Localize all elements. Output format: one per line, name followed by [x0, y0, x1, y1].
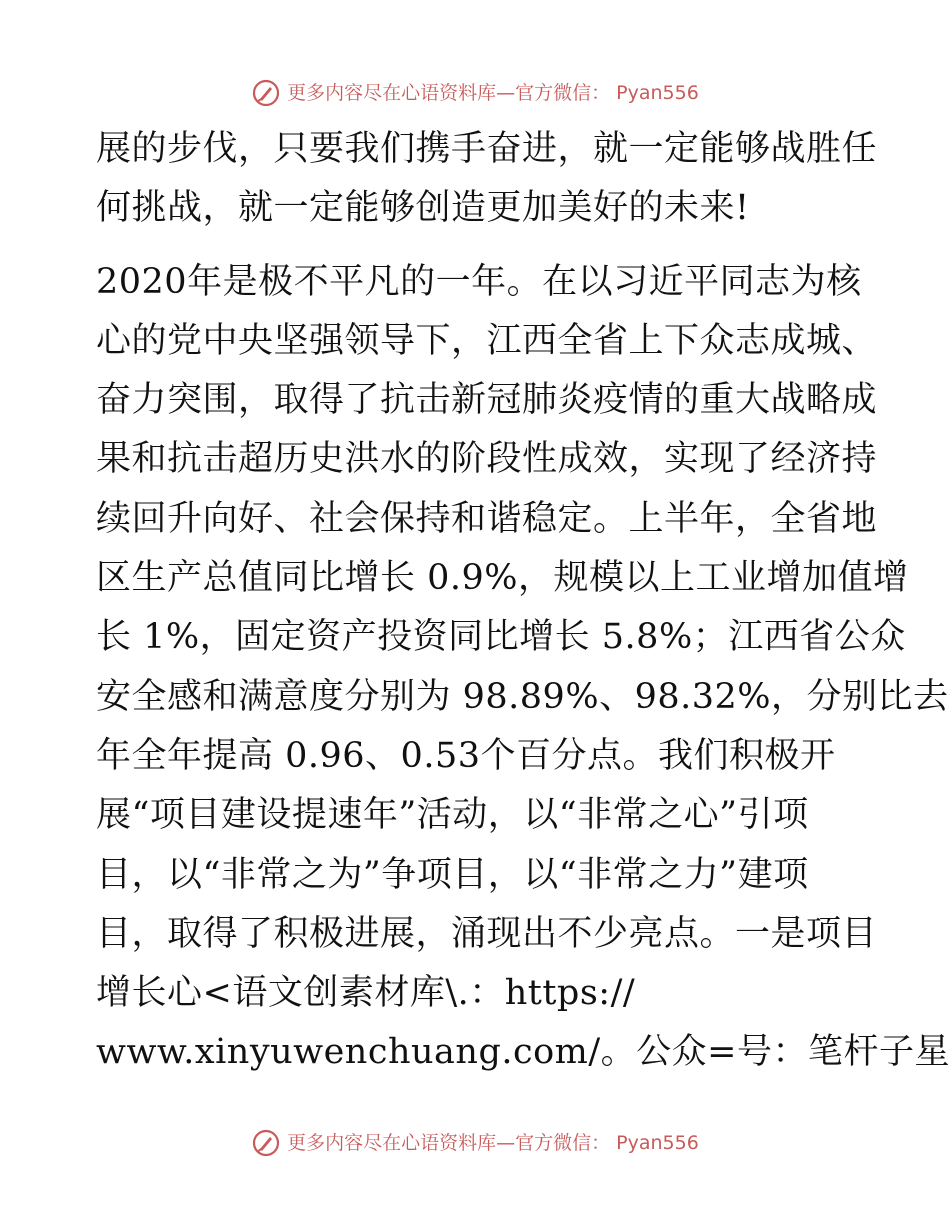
watermark-id: Pyan556	[616, 1132, 699, 1154]
text-line: 安全感和满意度分别为 98.89%、98.32%，分别比去	[96, 676, 949, 717]
text-line: 续回升向好、社会保持和谐稳定。上半年，全省地	[96, 498, 878, 539]
watermark-id: Pyan556	[616, 82, 699, 104]
header-watermark	[0, 78, 950, 108]
paragraph-1	[96, 120, 878, 239]
document-body	[96, 120, 950, 1083]
text-line: 增长心<语文创素材库\.：https://	[96, 973, 636, 1014]
text-line: 目，取得了积极进展，涌现出不少亮点。一是项目	[96, 913, 878, 954]
text-line: 心的党中央坚强领导下，江西全省上下众志成城、	[96, 320, 878, 361]
text-line: 2020年是极不平凡的一年。在以习近平同志为核	[96, 261, 862, 302]
watermark-text: 更多内容尽在心语资料库—官方微信：	[287, 82, 611, 104]
watermark-text: 更多内容尽在心语资料库—官方微信：	[287, 1132, 611, 1154]
text-line: 果和抗击超历史洪水的阶段性成效，实现了经济持	[96, 439, 878, 480]
text-line: 区生产总值同比增长 0.9%，规模以上工业增加值增	[96, 558, 909, 599]
text-line: 长 1%，固定资产投资同比增长 5.8%；江西省公众	[96, 617, 906, 658]
quill-pen-logo-icon	[251, 1128, 281, 1158]
text-line: 何挑战，就一定能够创造更加美好的未来!	[96, 188, 750, 229]
text-line: 展的步伐，只要我们携手奋进，就一定能够战胜任	[96, 129, 878, 169]
paragraph-2	[96, 253, 950, 1083]
text-line: 奋力突围，取得了抗击新冠肺炎疫情的重大战略成	[96, 380, 878, 421]
quill-pen-logo-icon	[251, 78, 281, 108]
text-line: 年全年提高 0.96、0.53个百分点。我们积极开	[96, 735, 836, 776]
text-line: 目，以“非常之为”争项目，以“非常之力”建项	[96, 854, 809, 895]
footer-watermark	[0, 1128, 950, 1158]
text-line: www.xinyuwenchuang.com/。公众=号：笔杆子星	[96, 1032, 950, 1073]
text-line: 展“项目建设提速年”活动，以“非常之心”引项	[96, 795, 809, 836]
